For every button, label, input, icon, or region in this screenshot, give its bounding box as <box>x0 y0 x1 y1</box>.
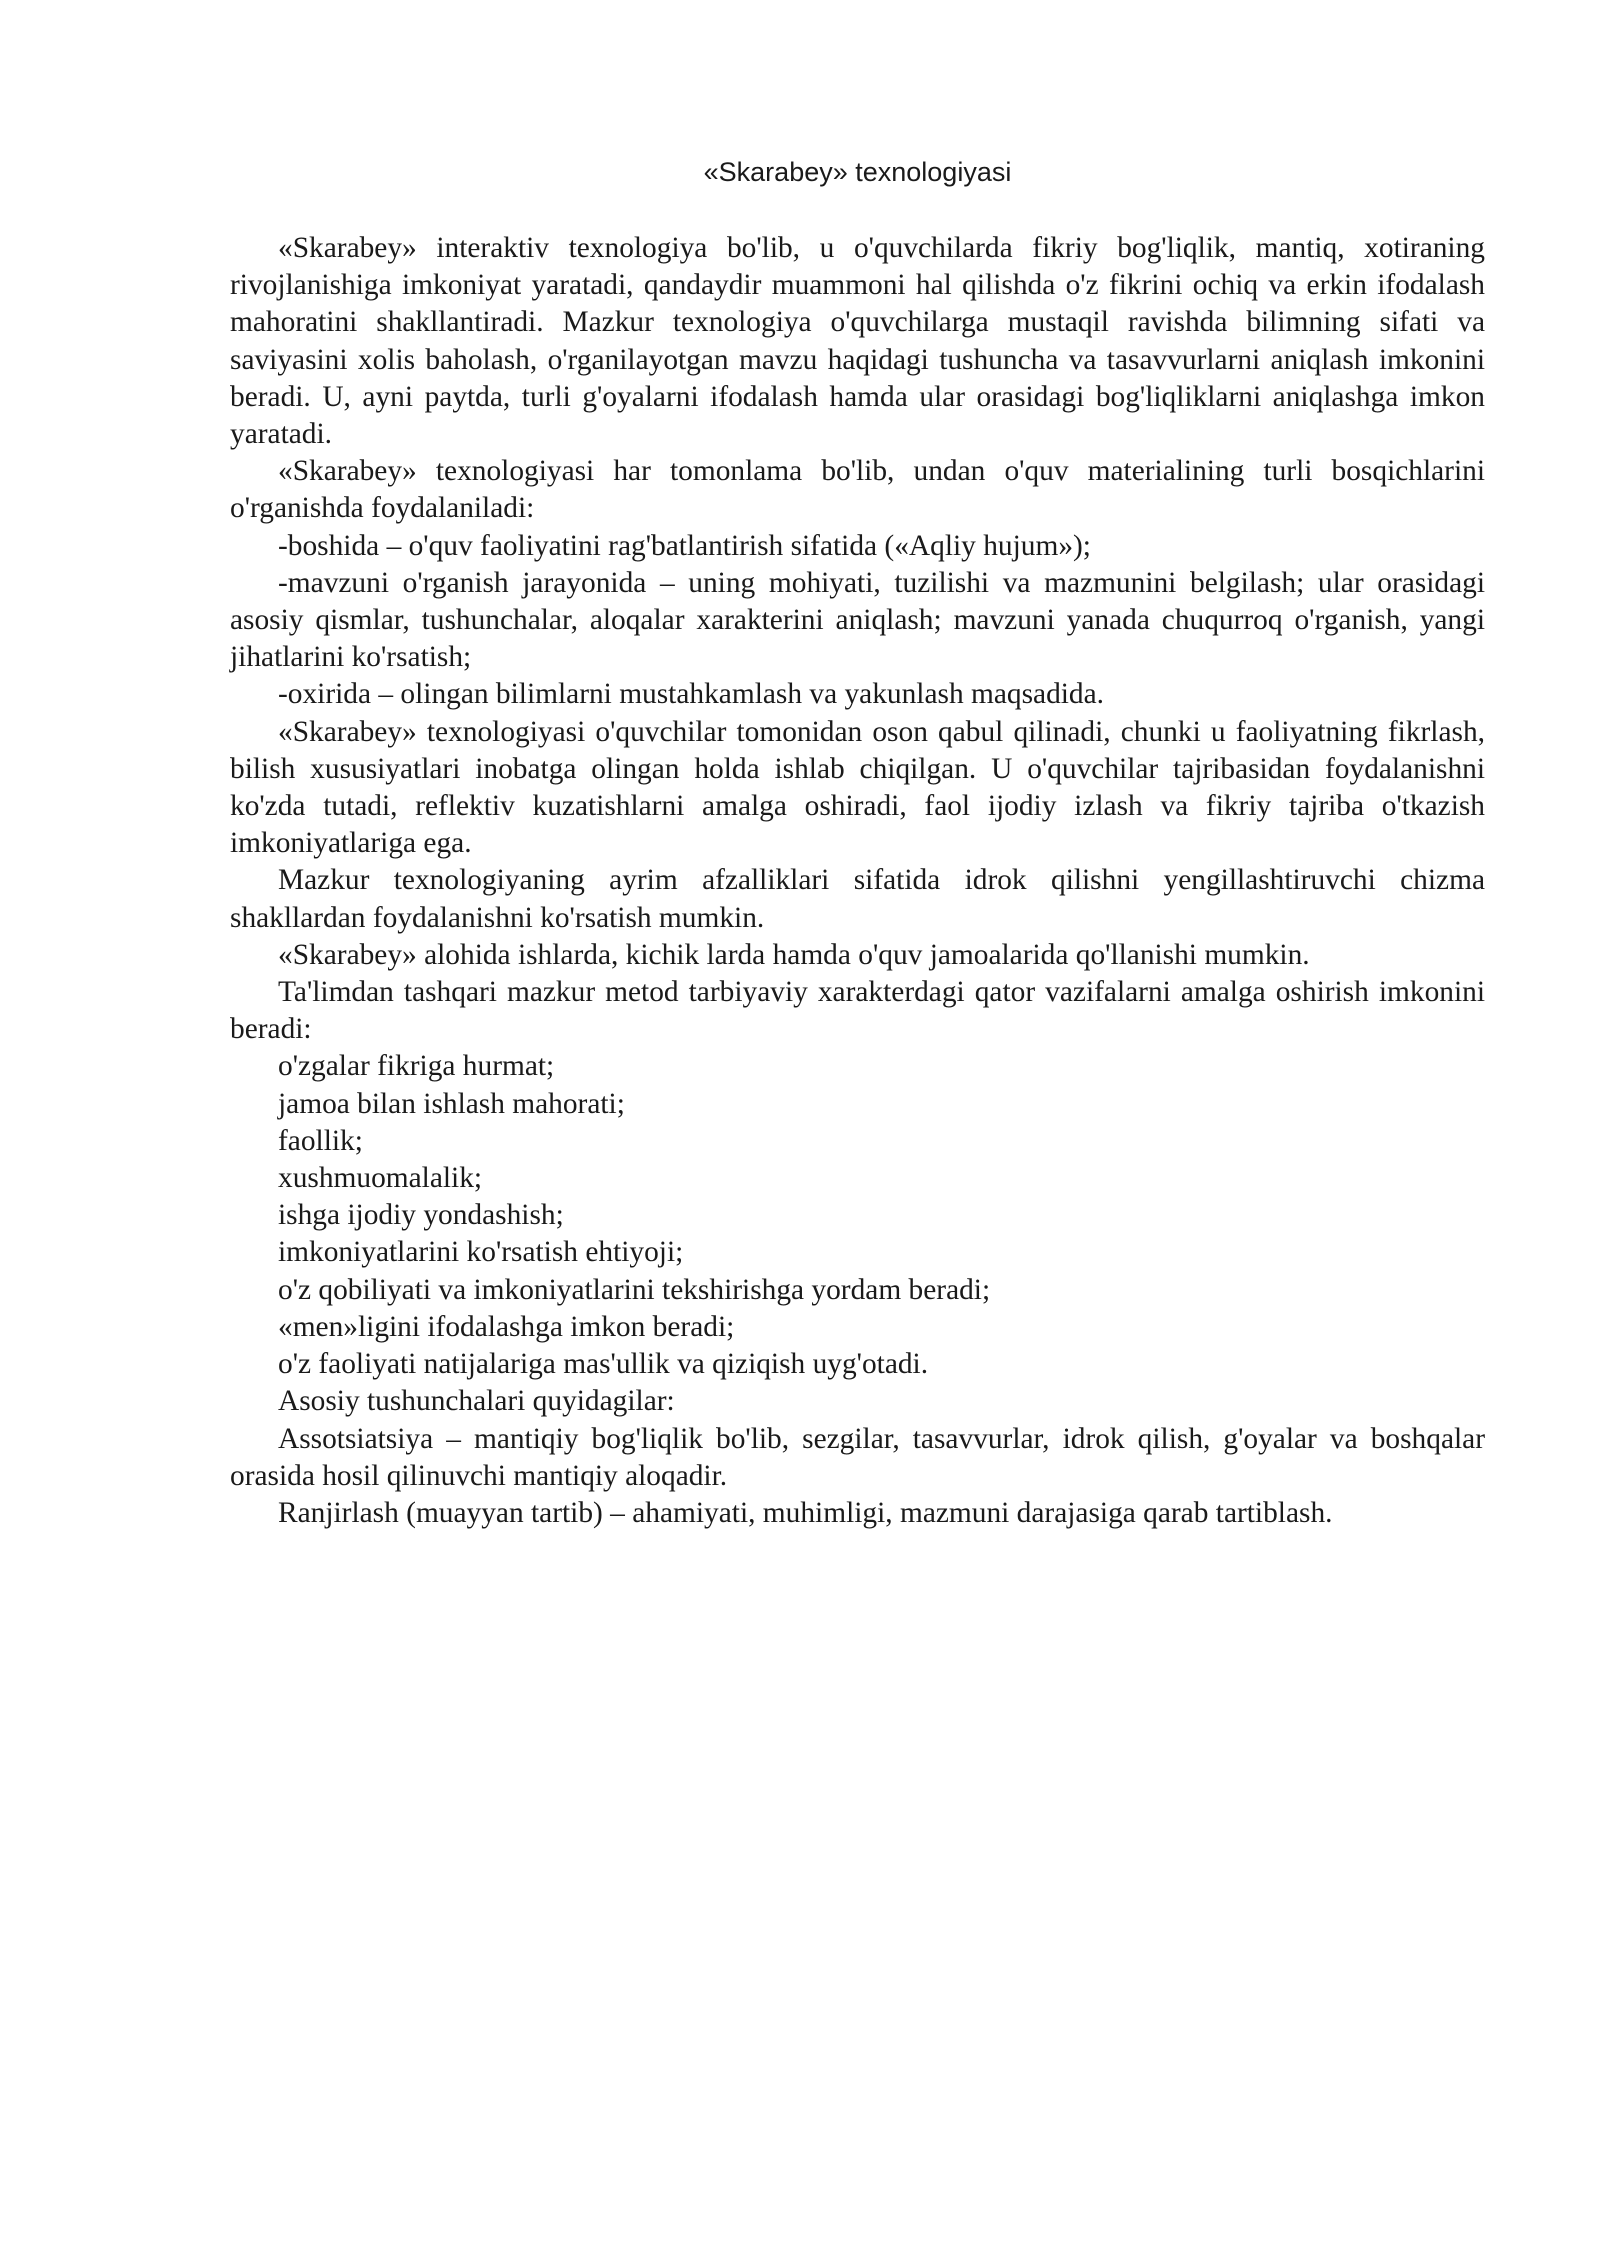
document-title: «Skarabey» texnologiyasi <box>703 157 1012 187</box>
list-item: «men»ligini ifodalashga imkon beradi; <box>278 1310 735 1343</box>
paragraph-stage-end: -oxirida – olingan bilimlarni mustahkamlash va yakunlash maqsadida. <box>278 678 1105 711</box>
paragraph-key-concepts: Asosiy tushunchalari quyidagilar: <box>278 1385 675 1418</box>
list-item: o'z faoliyati natijalariga mas'ullik va qiziqish uyg'otadi. <box>278 1348 929 1381</box>
paragraph-ranking: Ranjirlash (muayyan tartib) – ahamiyati, muhimligi, mazmuni darajasiga qarab tartiblash. <box>278 1496 1333 1529</box>
paragraph-usage: «Skarabey» texnologiyasi har tomonlama bo'lib, undan o'quv materialining turli bosqichlarini o'rganishda foydalaniladi: <box>230 455 1485 525</box>
paragraph-educational-tasks: Ta'limdan tashqari mazkur metod tarbiyaviy xarakterdagi qator vazifalarni amalga oshirish imkonini beradi: <box>230 976 1485 1046</box>
document-body <box>230 230 1485 1532</box>
paragraph-stage-middle: -mavzuni o'rganish jarayonida – uning mohiyati, tuzilishi va mazmunini belgilash; ular orasidagi asosiy qismlar, tushunchalar, aloqalar xarakterini aniqlash; mavzuni yanada chuqurroq o'rganish, yangi jihatlarini ko'rsatish; <box>230 566 1485 674</box>
list-item: faollik; <box>278 1124 363 1157</box>
paragraph-advantages: Mazkur texnologiyaning ayrim afzalliklari sifatida idrok qilishni yengillashtiruvchi chizma shakllardan foydalanishni ko'rsatish mumkin. <box>230 864 1485 934</box>
list-item: o'z qobiliyati va imkoniyatlarini tekshirishga yordam beradi; <box>278 1273 991 1306</box>
list-item: xushmuomalalik; <box>278 1162 483 1195</box>
paragraph-stage-start: -boshida – o'quv faoliyatini rag'batlantirish sifatida («Aqliy hujum»); <box>278 529 1091 562</box>
paragraph-application: «Skarabey» alohida ishlarda, kichik larda hamda o'quv jamoalarida qo'llanishi mumkin. <box>278 938 1310 971</box>
paragraph-intro: «Skarabey» interaktiv texnologiya bo'lib, u o'quvchilarda fikriy bog'liqlik, mantiq, xotiraning rivojlanishiga imkoniyat yaratadi, qandaydir muammoni hal qilishda o'z fikrini ochiq va erkin ifodalash mahoratini shakllantiradi. Mazkur texnologiya o'quvchilarga mustaqil ravishda bilimning sifati va saviyasini xolis baholash, o'rganilayotgan mavzu haqidagi tushuncha va tasavvurlarni aniqlash imkonini beradi. U, ayni paytda, turli g'oyalarni ifodalash hamda ular orasidagi bog'liqliklarni aniqlashga imkon yaratadi. <box>230 232 1485 451</box>
paragraph-acceptance: «Skarabey» texnologiyasi o'quvchilar tomonidan oson qabul qilinadi, chunki u faoliyatning fikrlash, bilish xususiyatlari inobatga olingan holda ishlab chiqilgan. U o'quvchilar tajribasidan foydalanishni ko'zda tutadi, reflektiv kuzatishlarni amalga oshiradi, faol ijodiy izlash va fikriy tajriba o'tkazish imkoniyatlariga ega. <box>230 715 1485 860</box>
list-item: o'zgalar fikriga hurmat; <box>278 1050 555 1083</box>
list-item: ishga ijodiy yondashish; <box>278 1199 564 1232</box>
list-item: jamoa bilan ishlash mahorati; <box>278 1087 625 1120</box>
list-item: imkoniyatlarini ko'rsatish ehtiyoji; <box>278 1236 684 1269</box>
paragraph-association: Assotsiatsiya – mantiqiy bog'liqlik bo'lib, sezgilar, tasavvurlar, idrok qilish, g'oyalar va boshqalar orasida hosil qilinuvchi mantiqiy aloqadir. <box>230 1422 1485 1492</box>
